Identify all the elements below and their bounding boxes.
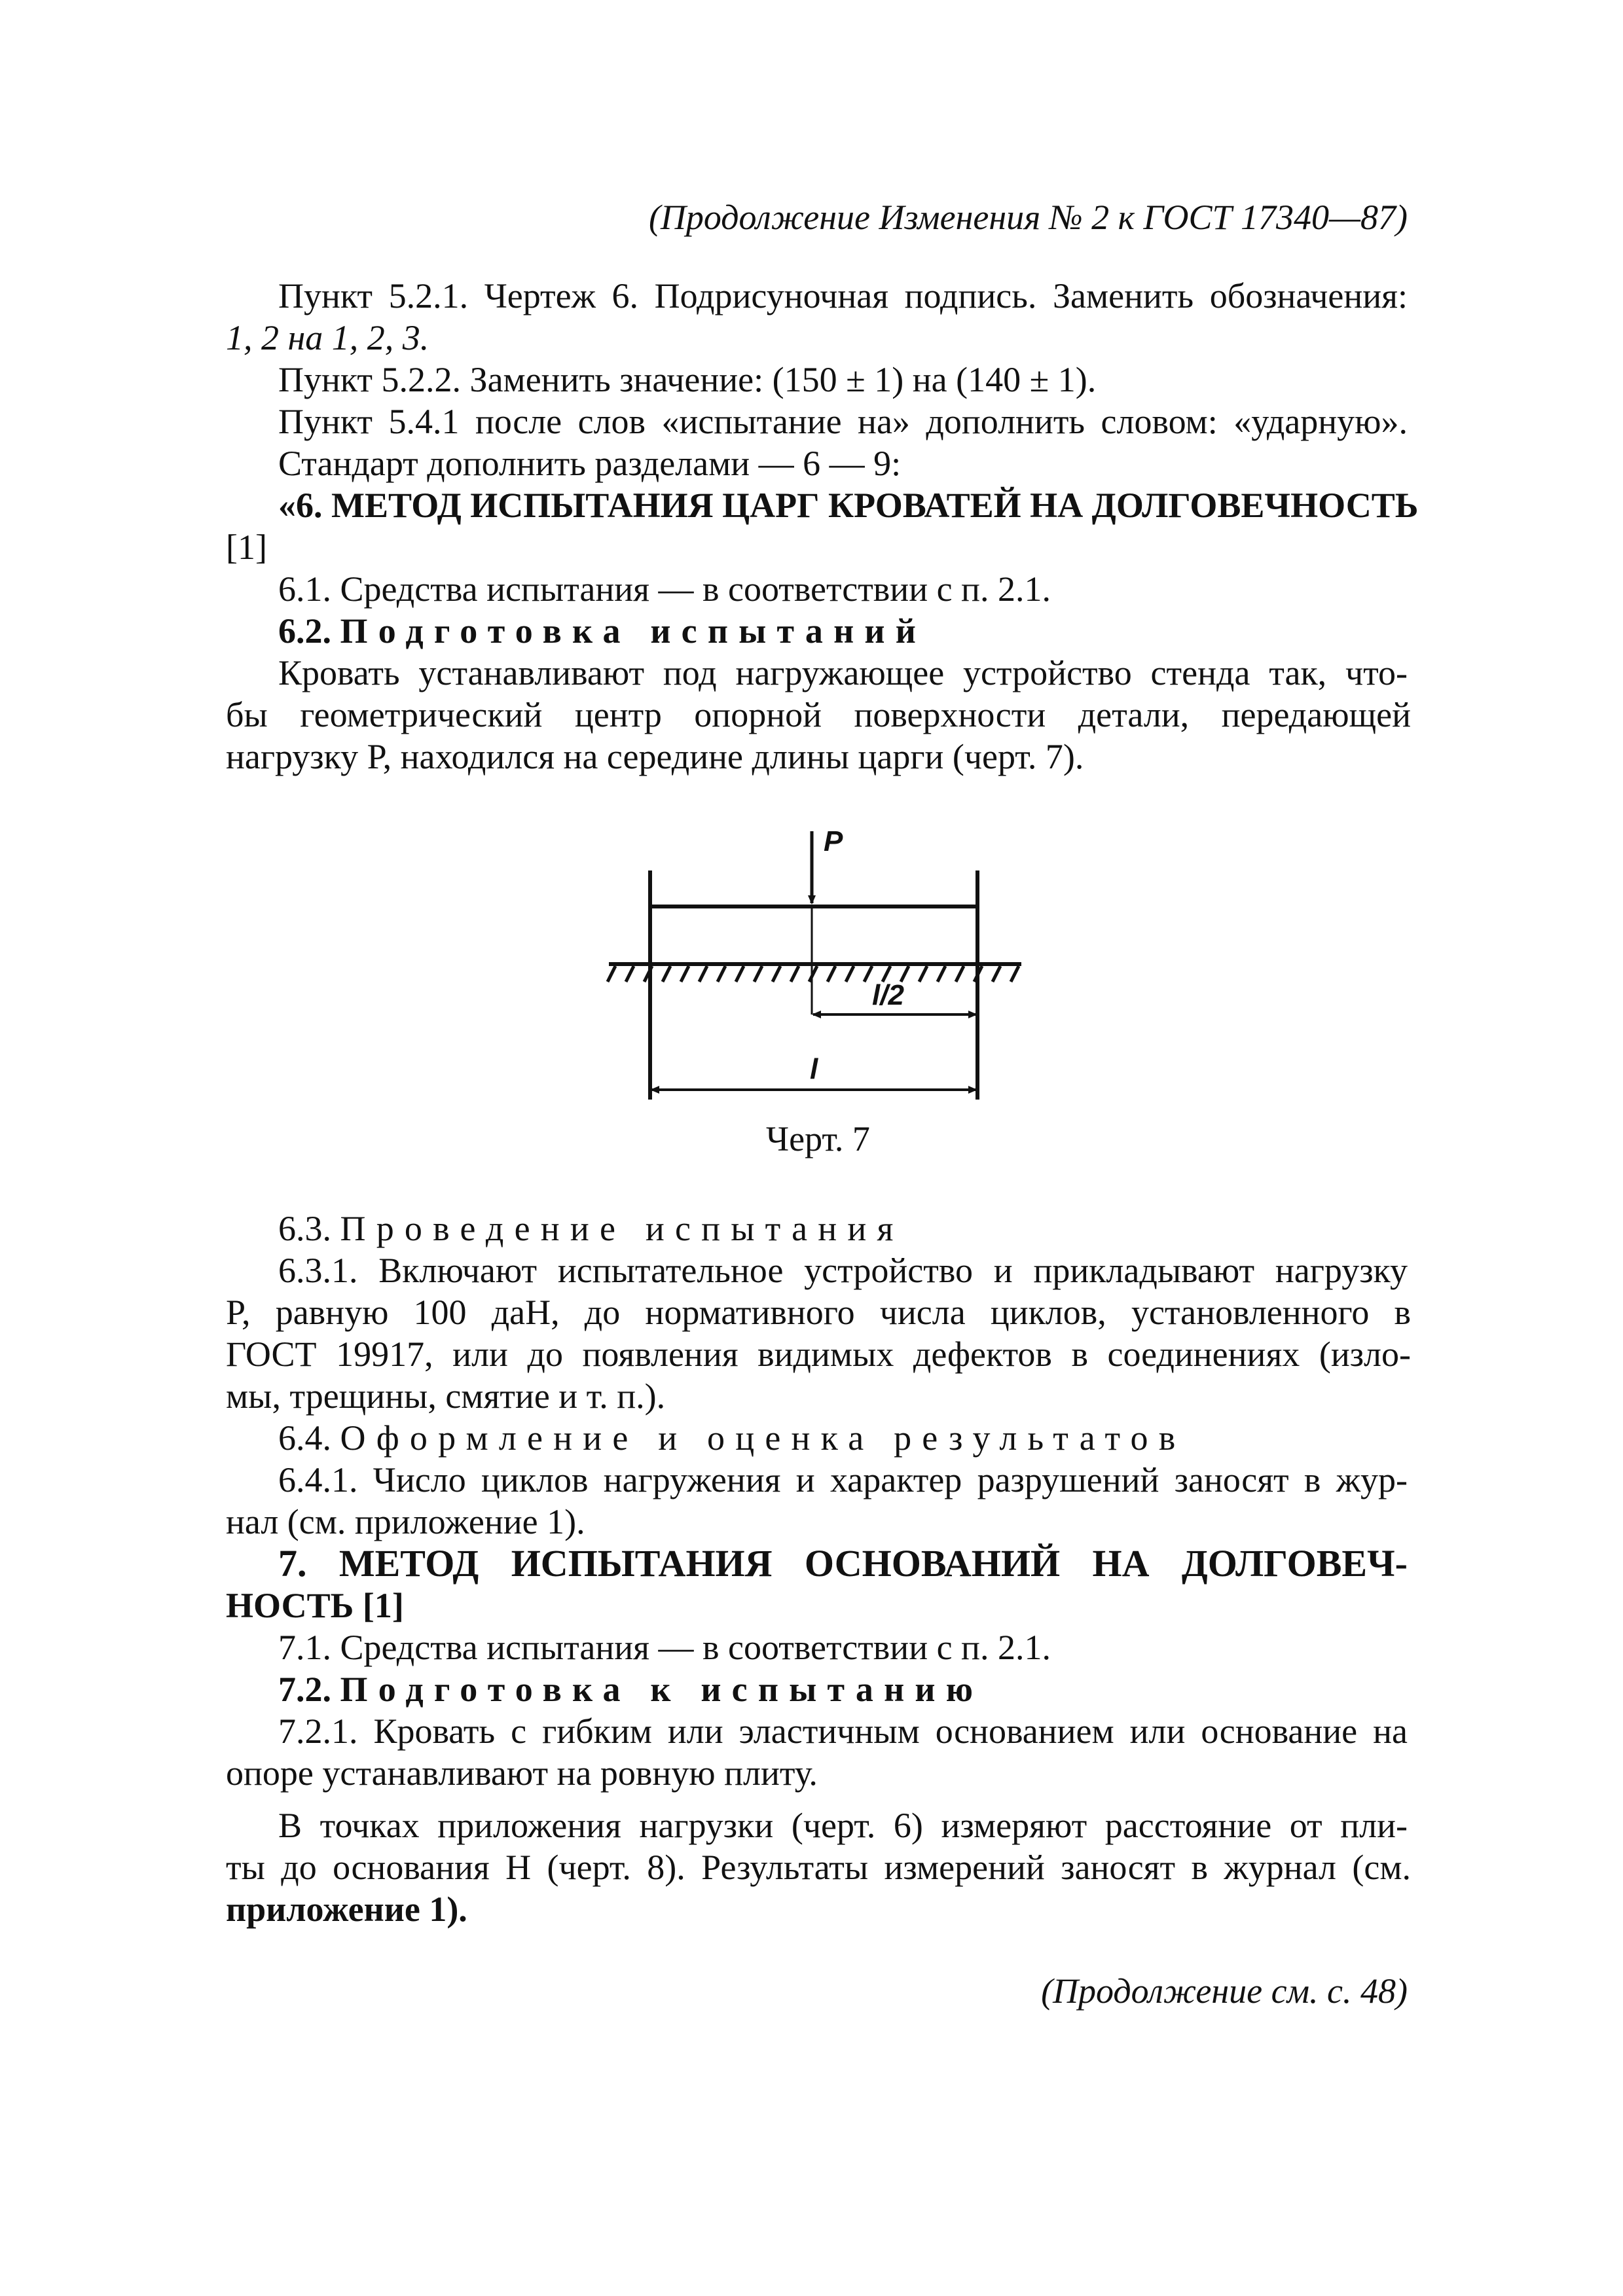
section-6-title-line-1: «6. МЕТОД ИСПЫТАНИЯ ЦАРГ КРОВАТЕЙ НА ДОЛГОВЕЧНОСТЬ (278, 486, 1419, 525)
page-header: (Продолжение Изменения № 2 к ГОСТ 17340—87) (648, 198, 1408, 237)
full-length-label: l (810, 1053, 818, 1085)
paragraph-522: Пункт 5.2.2. Заменить значение: (150 ± 1) на (140 ± 1). (278, 360, 1097, 399)
section-7-2-title: Подготовка к испытанию (340, 1670, 984, 1709)
section-7-2-2-line-2: ты до основания H (черт. 8). Результаты измерений заносят в журнал (см. (226, 1848, 1411, 1887)
paragraph-521-line-1: Пункт 5.2.1. Чертеж 6. Подрисуночная подпись. Заменить обозначения: (278, 276, 1408, 315)
section-7-1: 7.1. Средства испытания — в соответствии с п. 2.1. (278, 1628, 1051, 1667)
section-6-2-text-line-3: нагрузку P, находился на середине длины царги (черт. 7). (226, 737, 1084, 776)
section-6-4-1-line-2: нал (см. приложение 1). (226, 1502, 585, 1541)
section-7-title-line-1: 7. МЕТОД ИСПЫТАНИЯ ОСНОВАНИЙ НА ДОЛГОВЕЧ- (278, 1542, 1408, 1585)
section-6-3-heading (278, 1208, 904, 1249)
standard-addition: Стандарт дополнить разделами — 6 — 9: (278, 444, 902, 483)
figure-7-caption: Черт. 7 (766, 1119, 870, 1158)
paragraph-541: Пункт 5.4.1 после слов «испытание на» дополнить словом: «ударную». (278, 402, 1408, 441)
rail-beam (650, 906, 977, 964)
half-length-label: l/2 (872, 979, 904, 1011)
section-6-1: 6.1. Средства испытания — в соответствии с п. 2.1. (278, 569, 1051, 609)
figure-7-diagram (576, 818, 1061, 1113)
paragraph-521-line-2: 1, 2 на 1, 2, 3. (226, 318, 429, 357)
section-6-3-title: Проведение испытания (340, 1209, 904, 1248)
page-footer: (Продолжение см. с. 48) (1041, 1971, 1408, 2011)
section-6-4-1-line-1: 6.4.1. Число циклов нагружения и характер разрушений заносят в жур- (278, 1460, 1408, 1499)
section-6-4-number: 6.4. (278, 1418, 331, 1458)
section-7-2-2-line-3: приложение 1). (226, 1890, 467, 1929)
section-6-3-1-line-1: 6.3.1. Включают испытательное устройство и прикладывают нагрузку (278, 1251, 1408, 1290)
section-6-2-title: Подготовка испытаний (340, 611, 927, 651)
section-7-2-number: 7.2. (278, 1670, 331, 1709)
section-6-3-1-line-4: мы, трещины, смятие и т. п.). (226, 1376, 666, 1416)
section-6-title-line-2: [1] (226, 528, 267, 567)
section-6-3-1-line-3: ГОСТ 19917, или до появления видимых дефектов в соединениях (изло- (226, 1335, 1411, 1374)
section-6-4-heading (278, 1417, 1186, 1459)
section-6-2-heading (278, 610, 926, 652)
section-7-2-heading (278, 1668, 983, 1710)
section-7-title-line-2: НОСТЬ [1] (226, 1586, 404, 1625)
section-6-2-number: 6.2. (278, 611, 331, 651)
section-6-2-text-line-1: Кровать устанавливают под нагружающее устройство стенда так, что- (278, 653, 1408, 692)
ground-plane (608, 964, 1021, 982)
section-7-2-1-line-2: опоре устанавливают на ровную плиту. (226, 1753, 818, 1793)
section-6-2-text-line-2: бы геометрический центр опорной поверхности детали, передающей (226, 695, 1411, 734)
load-label: P (824, 825, 843, 857)
section-6-4-title: Оформление и оценка результатов (340, 1418, 1186, 1458)
section-7-2-2-line-1: В точках приложения нагрузки (черт. 6) измеряют расстояние от пли- (278, 1806, 1408, 1845)
section-6-3-1-line-2: P, равную 100 даН, до нормативного числа циклов, установленного в (226, 1293, 1411, 1332)
section-7-2-1-line-1: 7.2.1. Кровать с гибким или эластичным основанием или основание на (278, 1712, 1408, 1751)
section-6-3-number: 6.3. (278, 1209, 331, 1248)
